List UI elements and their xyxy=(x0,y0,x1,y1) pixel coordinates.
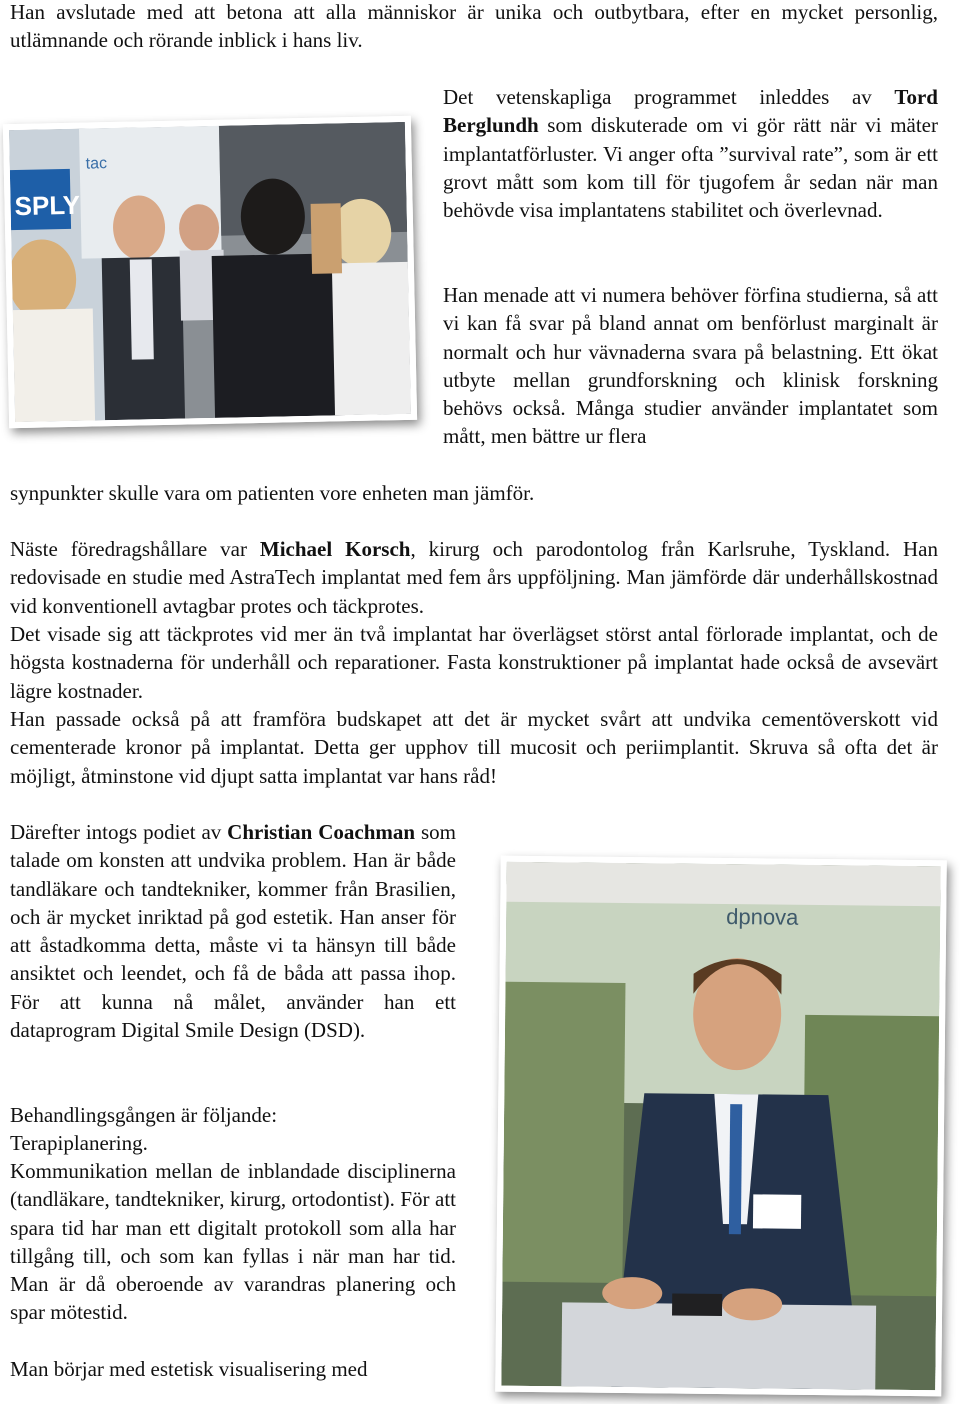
speaker-name: Christian Coachman xyxy=(227,820,416,844)
booth-sign-small: tac xyxy=(85,155,108,173)
booth-sign-text: SPLY xyxy=(14,189,81,222)
intro-paragraph: Han avslutade med att betona att alla människor är unika och outbytbara, efter en mycket personlig, utlämnande och rörande inblick i hans liv. xyxy=(10,0,938,53)
procedure-heading: Behandlingsgången är följande: xyxy=(10,1103,278,1127)
conference-photo-group xyxy=(3,116,417,428)
research-paragraph-tail: synpunkter skulle vara om patienten vore enheten man jämför. xyxy=(10,481,535,505)
procedure-step: Terapiplanering. xyxy=(10,1131,148,1155)
closing-line: Man börjar med estetisk visualisering med xyxy=(10,1357,368,1381)
speaker-name: Tord Berglundh xyxy=(443,85,938,138)
banner-text: dpnova xyxy=(726,904,799,930)
coachman-paragraph: Därefter intogs podiet av Christian Coachman som talade om konsten att undvika problem. Han är både tandläkare och tandtekniker, kommer från Brasilien, och är mycket inriktad på god estetik. Han anser för att åstadkomma detta, måste vi ta hänsyn till både ansiktet och leendet, och få de båda att passa ihop. För att kunna nå målet, använder han ett dataprogram Digital Smile Design (DSD). xyxy=(10,820,456,1043)
korsch-paragraph: Näste föredragshållare var Michael Korsch, kirurg och parodontolog från Karlsruhe, Tyskland. Han redovisade en studie med AstraTech implantat med fem års uppföljning. Man jämförde där underhållskostnad vid konventionell avtagbar protes och täckprotes. xyxy=(10,537,939,618)
speaker-name: Michael Korsch xyxy=(259,537,411,561)
speaker-photo xyxy=(495,856,947,1397)
cement-paragraph: Han passade också på att framföra budskapet att det är mycket svårt att undvika cementöverskott vid cementerade kronor på implantat. Detta ger upphov till mucosit och periimplantit. Skruva så ofta det är möjligt, åtminstone vid djupt satta implantat var hans råd! xyxy=(10,707,938,788)
research-paragraph: Han menade att vi numera behöver förfina studierna, så att vi kan få svar på bland annat om benförlust marginalt är normalt och hur vävnaderna svara på belastning. Ett ökat utbyte mellan grundforskning och klinisk forskning behövs också. Många studier använder implantatet som mått, men bättre ur flera xyxy=(443,283,938,449)
communication-paragraph: Kommunikation mellan de inblandade disciplinerna (tandläkare, tandtekniker, kirurg, ortodontist). För att spara tid har man ett digitalt protokoll som alla har tillgång till, och som kan fyllas i när man har tid. Man är då oberoende av varandras planering och spar mötestid. xyxy=(10,1159,456,1325)
overdenture-paragraph: Det visade sig att täckprotes vid mer än två implantat har överlägset störst antal förlorade implantat, och de högsta kostnaderna för underhåll och reparationer. Fasta konstruktioner på implantat hade också de avsevärt lägre kostnader. xyxy=(10,622,938,703)
tord-paragraph: Det vetenskapliga programmet inleddes av Tord Berglundh som diskuterade om vi gör rätt när vi mäter implantatförluster. Vi anger ofta ”survival rate”, som är ett grovt mått som kom till för tjugofem år sedan när man behövde visa implantatens stabilitet och överlevnad. xyxy=(443,85,938,223)
